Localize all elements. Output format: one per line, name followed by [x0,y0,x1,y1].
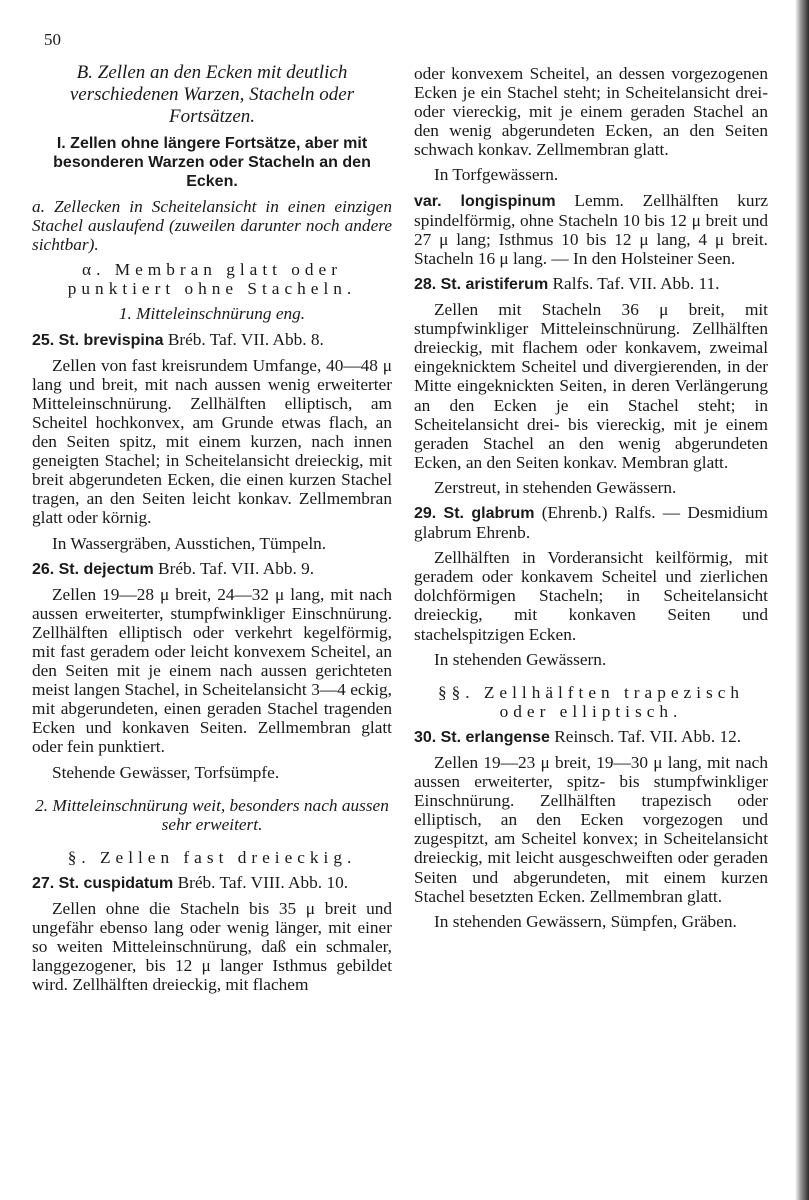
species-number: 26. [32,560,55,578]
subheading-ss: §. Zellen fast dreieckig. [67,847,357,867]
heading-b: B. Zellen an den Ecken mit deutlich verschiedenen Warzen, Stacheln oder Fortsätzen. [69,62,355,127]
species-name: St. brevispina [58,331,164,349]
subheading-a: a. Zellecken in Scheitelansicht in einen einzigen Stachel auslaufend (zuweilen darunter noch andere sichtbar). [32,197,392,255]
species-name: var. longispinum [414,192,556,210]
book-binding-edge [795,0,809,1200]
species-citation: Ralfs. Taf. VII. Abb. 11. [548,273,720,293]
species-citation: Bréb. Taf. VIII. Abb. 10. [173,872,349,892]
species-30 [414,727,768,747]
species-number: 25. [32,331,55,349]
right-column [414,62,768,931]
desc-26: Zellen 19—28 μ breit, 24—32 μ lang, mit nach aussen erweiterter, stumpfwinkliger Einschnürung. Zellhälften elliptisch oder verkehrt kegelförmig, mit fast geradem oder leicht konvexem Scheitel, an den Seiten mit je einem nach aussen gerichteten meist langen Stachel, in Scheitelansicht 3—4 eckig, mit abgerundeten, einen geraden Stachel tragenden Ecken und konkaven Seiten. Zellmembran glatt oder fein punktiert. [32,584,392,757]
habitat-27: In Torfgewässern. [434,165,559,185]
species-25 [32,330,392,350]
species-number: 30. [414,728,437,746]
habitat-26: Stehende Gewässer, Torfsümpfe. [52,762,280,782]
desc-25: Zellen von fast kreisrundem Umfange, 40—48 μ lang und breit, mit nach aussen wenig erweiterter Mitteleinschnürung. Zellhälften elliptisch, am Scheitel hochkonvex, am Grunde etwas flach, an den Seiten spitz, mit einem kurzen, nach innen geneigten Stachel; in Scheitelansicht dreieckig, mit breit abgerundeten Ecken, die einen kurzen Stachel tragen, an den Seiten leicht konkav. Zellmembran glatt oder körnig. [32,355,392,528]
species-29 [414,503,768,542]
var-longispinum [414,191,768,268]
desc-27: Zellen ohne die Stacheln bis 35 μ breit und ungefähr ebenso lang oder wenig länger, mit einer so weiten Mitteleinschnürung, daß ein schmaler, langgezogener, bis 12 μ langer Isthmus gebildet wird. Zellhälften dreieckig, mit flachem [32,899,392,995]
species-28 [414,274,768,294]
page-number: 50 [44,30,61,49]
subheading-ss2: §§. Zellhälften trapezisch oder elliptisch. [437,682,745,721]
species-citation: Lemm. Zellhälften kurz spindelförmig, ohne Stacheln 10 bis 12 μ breit und 27 μ lang; Isthmus 10 bis 12 μ lang, 4 μ breit. Stacheln 16 μ lang. — In den Holsteiner Seen. [414,190,768,268]
species-citation: Bréb. Taf. VII. Abb. 8. [163,329,324,349]
habitat-25: In Wassergräben, Ausstichen, Tümpeln. [52,533,327,553]
left-column [32,62,392,994]
species-name: St. dejectum [58,560,154,578]
species-citation: Bréb. Taf. VII. Abb. 9. [153,558,315,578]
species-name: St. erlangense [440,728,550,746]
species-name: St. aristiferum [440,275,549,293]
species-name: St. glabrum [443,504,535,522]
species-citation: (Ehrenb.) Ralfs. — Desmidium glabrum Ehrenb. [414,502,768,543]
species-number: 29. [414,504,437,522]
species-26 [32,559,392,579]
subheading-2: 2. Mitteleinschnürung weit, besonders nach aussen sehr erweitert. [35,795,389,834]
habitat-30: In stehenden Gewässern, Sümpfen, Gräben. [434,911,737,931]
species-citation: Reinsch. Taf. VII. Abb. 12. [549,726,742,746]
habitat-29: In stehenden Gewässern. [434,649,607,669]
subheading-1: 1. Mitteleinschnürung eng. [118,304,306,324]
subheading-alpha: α. Membran glatt oder punktiert ohne Stacheln. [67,260,357,299]
desc-29: Zellhälften in Vorderansicht keilförmig, mit geradem oder konkavem Scheitel und zierlichen dolchförmigen Stacheln; in Scheitelansicht dreieckig, mit konkaven Seiten und stachelspitzigen Ecken. [414,548,768,644]
species-number: 27. [32,874,55,892]
desc-30: Zellen 19—23 μ breit, 19—30 μ lang, mit nach aussen erweiterter, spitz- bis stumpfwinkliger Einschnürung. Zellhälften trapezisch oder elliptisch, an den Ecken vorgezogen und zugespitzt, am Scheitel konvex; in Scheitelansicht dreieckig, mit leicht ausgeschweiften oder geraden Seiten und abgerundeten, mit einem kurzen Stachel besetzten Ecken. Zellmembran glatt. [414,753,768,906]
species-number: 28. [414,275,437,293]
heading-i: I. Zellen ohne längere Fortsätze, aber mit besonderen Warzen oder Stacheln an den Ecken. [53,135,371,190]
desc-28: Zellen mit Stacheln 36 μ breit, mit stumpfwinkliger Mitteleinschnürung. Zellhälften dreieckig, mit flachem oder konkavem, zweimal eingeknicktem Scheitel und divergierenden, in der Mitte eingeknickten Seiten, in deren Verlängerung an den Ecken je ein Stachel steht; in Scheitelansicht drei- bis viereckig, mit je einem geraden Stachel an den wenig abgerundeten Ecken, an den Seiten konkav. Membran glatt. [414,300,768,472]
desc-27-cont: oder konvexem Scheitel, an dessen vorgezogenen Ecken je ein Stachel steht; in Scheitelansicht drei- oder viereckig, mit je einem geraden Stachel an den wenig abgerundeten Ecken, an den Seiten schwach konkav. Zellmembran glatt. [414,64,768,160]
species-27 [32,873,392,893]
species-name: St. cuspidatum [58,874,174,892]
habitat-28: Zerstreut, in stehenden Gewässern. [434,477,677,497]
